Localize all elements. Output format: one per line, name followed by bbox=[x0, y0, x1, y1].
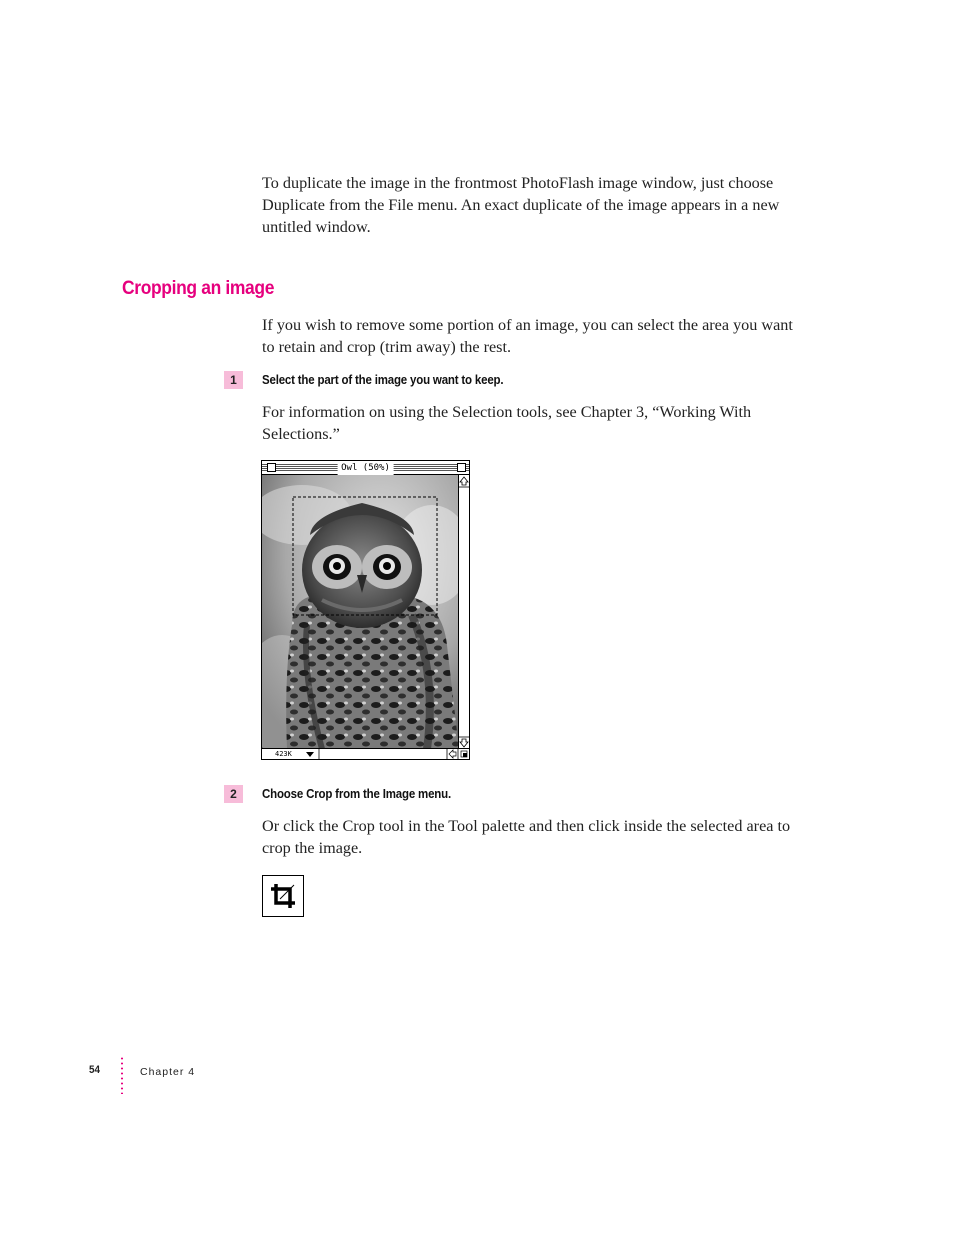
owl-image bbox=[262, 475, 459, 749]
section-intro: If you wish to remove some portion of an image, you can select the area you want to retain and crop (trim away) the rest. bbox=[262, 316, 793, 356]
owl-photo bbox=[262, 475, 459, 749]
window-titlebar bbox=[262, 461, 469, 475]
step-2-badge: 2 bbox=[224, 785, 243, 803]
step-1-badge: 1 bbox=[224, 371, 243, 389]
step-1-title: Select the part of the image you want to keep. bbox=[262, 373, 504, 387]
scroll-down-arrow-icon bbox=[460, 739, 468, 747]
crop-tool-button[interactable] bbox=[262, 875, 304, 917]
page-number: 54 bbox=[89, 1064, 101, 1076]
image-size-indicator: 423K bbox=[275, 750, 292, 758]
vertical-scrollbar[interactable] bbox=[458, 475, 469, 749]
crop-icon bbox=[263, 876, 303, 916]
intro-paragraph: To duplicate the image in the frontmost PhotoFlash image window, just choose Duplicate from the File menu. An exact duplicate of the image appears in a new untitled window. bbox=[262, 174, 780, 236]
window-title: Owl (50%) bbox=[337, 461, 394, 475]
zoom-box-icon bbox=[457, 463, 466, 472]
chapter-label: Chapter 4 bbox=[140, 1066, 196, 1078]
scroll-up-arrow-icon bbox=[460, 477, 468, 485]
close-box-icon bbox=[267, 463, 276, 472]
scroll-left-arrow-icon bbox=[449, 750, 456, 758]
photoflash-window bbox=[261, 460, 470, 760]
size-popup-arrow-icon bbox=[306, 752, 314, 757]
step-1-body: For information on using the Selection tools, see Chapter 3, “Working With Selections.” bbox=[262, 403, 752, 443]
footer-dot-divider bbox=[121, 1056, 123, 1094]
step-2-title: Choose Crop from the Image menu. bbox=[262, 787, 452, 801]
window-status-bar bbox=[262, 748, 469, 759]
step-2-body: Or click the Crop tool in the Tool palette and then click inside the selected area to crop the image. bbox=[262, 817, 791, 857]
section-heading: Cropping an image bbox=[122, 278, 275, 299]
